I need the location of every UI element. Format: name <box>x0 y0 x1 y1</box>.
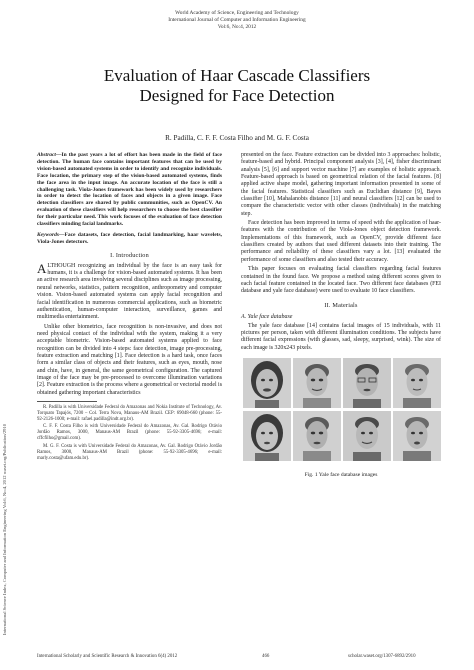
paper-title-line-2: Designed for Face Detection <box>139 86 335 105</box>
yale-face-figure <box>241 358 441 470</box>
intro-paragraph-2: Unlike other biometrics, face recognition is non-invasive, and does not need physical contact of the individual with the system, making it a very acceptable biometric. Vision-based automated systems applied to face recognition can be divided into 4 steps: face detection, image pre-processing, feature extraction and matching [1]. Face detection is a hard task, once faces form a similar class of objects and their features, such as eyes, mouth, nose and chin, have, in general, the same geometrical configuration. The captured image of the face may be pre-processed to overcome illumination variations [2]. Feature extraction is the process where a geometrical or vectorial model is obtained gathering important characteristics <box>37 323 222 396</box>
page-footer <box>0 654 474 662</box>
right-paragraph-2: Face detection has been improved in terms of speed with the application of haar-features with the contribution of the Viola-Jones object detection framework. Implementations of this framework, such as OpenCV, provide different face classifiers created by authors that used different datasets into their training. The performance and reliability of these classifiers vary a lot. [13] evaluated the performance of some classifiers and also tested their accuracy. <box>241 220 441 263</box>
section-title-materials: II. Materials <box>324 301 358 309</box>
intro-paragraph-1-text: LTHOUGH recognizing an individual by the face is an easy task for humans, it is a challenge for vision-based automated systems. It has been an active research area involving several disciplines such as image processing, neural networks, statistics, pattern recognition, anthropometry and computer vision. Vision-based automated systems can apply facial recognition and facial identification in numerous commercial applications, such as biometric authentication, human-computer interaction, surveillance, games and multimedia entertainment. <box>37 262 222 321</box>
side-margin-text-label: International Science Index, Computer and Information Engineering Vol:6, No:4, 2012 waset.org/Publication/2910 <box>2 423 7 635</box>
drop-cap: A <box>37 260 47 276</box>
right-paragraph-3: This paper focuses on evaluating facial classifiers regarding facial features contained in the found face. We propose a method using different scores given to each facial feature contained in the located face. Two different face databases (FEI database and yale face database) were used to evaluate 10 face classifiers. <box>241 266 441 295</box>
footer-journal: International Scholarly and Scientific Research & Innovation 6(4) 2012 <box>37 654 178 659</box>
journal-header-line-3: Vol:6, No:4, 2012 <box>217 24 257 30</box>
face-image <box>243 411 291 461</box>
face-image <box>343 358 391 408</box>
left-column <box>37 152 222 463</box>
right-paragraph-4: The yale face database [14] contains facial images of 15 individuals, with 11 pictures per person, taken with different illumination conditions. The subjects have different facial expressions (with glasses, sad, sleepy, surprised, wink). The size of each image is 320x243 pixels. <box>241 322 441 351</box>
face-image <box>393 358 441 408</box>
keywords-lead: Keywords <box>37 231 59 238</box>
paper-title-line-1: Evaluation of Haar Cascade Classifiers <box>103 66 371 85</box>
right-paragraph-1: presented on the face. Feature extraction can be divided into 3 approaches: holistic, feature-based and hybrid. Principal component analysis [3], [4], fisher discriminant analysis [5], [6] and support vector machine [7] are examples of holistic approach. Feature-based approach is based on geometrical relation of the facial features. [8] applied active shape model, gathering important information presented in some of the facial features. Statistical classifiers such as Euclidian distance [9], Bayes classifier [10], Mahalanobis distance [11] and neural classifiers [12] can be used to compare the characteristic vector with other classes (individuals) in the matching step. <box>241 152 441 217</box>
footnote-costa-filho: C. F. F. Costa Filho is with Universidade Federal do Amazonas, Av. Gal. Rodrigo Otávio Jordão Ramos, 3000, Manaus-AM Brazil (phone: 55-92-3305-4696; e-mail: cffcfilho@gmail.com). <box>37 424 222 442</box>
subsection-title-yale: A. Yale face database <box>241 313 293 320</box>
abstract-lead: Abstract <box>37 152 56 158</box>
face-image <box>293 358 341 408</box>
intro-paragraph-1 <box>37 260 222 322</box>
journal-header <box>0 10 474 31</box>
right-column <box>241 152 441 478</box>
journal-header-line-1: World Academy of Science, Engineering and Technology <box>175 10 299 16</box>
paper-authors: R. Padilla, C. F. F. Costa Filho and M. G. F. Costa <box>165 134 309 142</box>
abstract-text: —In the past years a lot of effort has been made in the field of face detection. The human face contains important features that can be used by vision-based automated systems in order to identify and recognize individuals. Face location, the primary step of the vision-based automated systems, finds the face area in the input image. An accurate location of the face is still a challenging task. Viola-Jones framework has been widely used by researchers in order to detect the location of faces and objects in a given image. Face detection classifiers are shared by public communities, such as OpenCV. An evaluation of these classifiers will help researchers to choose the best classifier for their particular need. This work focuses of the evaluation of face detection classifiers minding facial landmarks. <box>37 152 222 228</box>
face-image <box>243 358 291 408</box>
keywords-text: —Face datasets, face detection, facial landmarking, haar wavelets, Viola-Jones detectors. <box>37 231 222 245</box>
footnote-rule <box>37 401 97 402</box>
section-title-introduction: I. Introduction <box>110 251 149 259</box>
keywords <box>37 232 222 246</box>
face-image <box>393 411 441 461</box>
face-image <box>293 411 341 461</box>
abstract <box>37 152 222 228</box>
footer-link[interactable]: scholar.waset.org/1307-6892/2910 <box>348 654 416 659</box>
side-margin-text <box>2 235 8 635</box>
face-image <box>343 411 391 461</box>
figure-caption: Fig. 1 Yale face database images <box>304 471 378 478</box>
footnote-costa: M. G. F. Costa is with Universidade Federal do Amazonas, Av. Gal. Rodrigo Otávio Jordão Ramos, 3000, Manaus-AM Brazil (phone: 55-92-3305-4696; e-mail: marly.costa@ufam.edu.br). <box>37 443 222 461</box>
footnote-padilla: R. Padilla is with Universidade Federal do Amazonas and Nokia Institute of Technology, Av. Torquato Tapajós, 7200 – Col. Terra Nova, Manaus-AM Brazil. CEP: 69048-660 (phone: 55-92-2126-1000; e-mail: rafael.padilla@indt.org.br). <box>37 404 222 423</box>
footer-page-number: 466 <box>262 654 270 659</box>
paper-title <box>40 66 434 106</box>
journal-header-line-2: International Journal of Computer and Information Engineering <box>168 17 306 23</box>
